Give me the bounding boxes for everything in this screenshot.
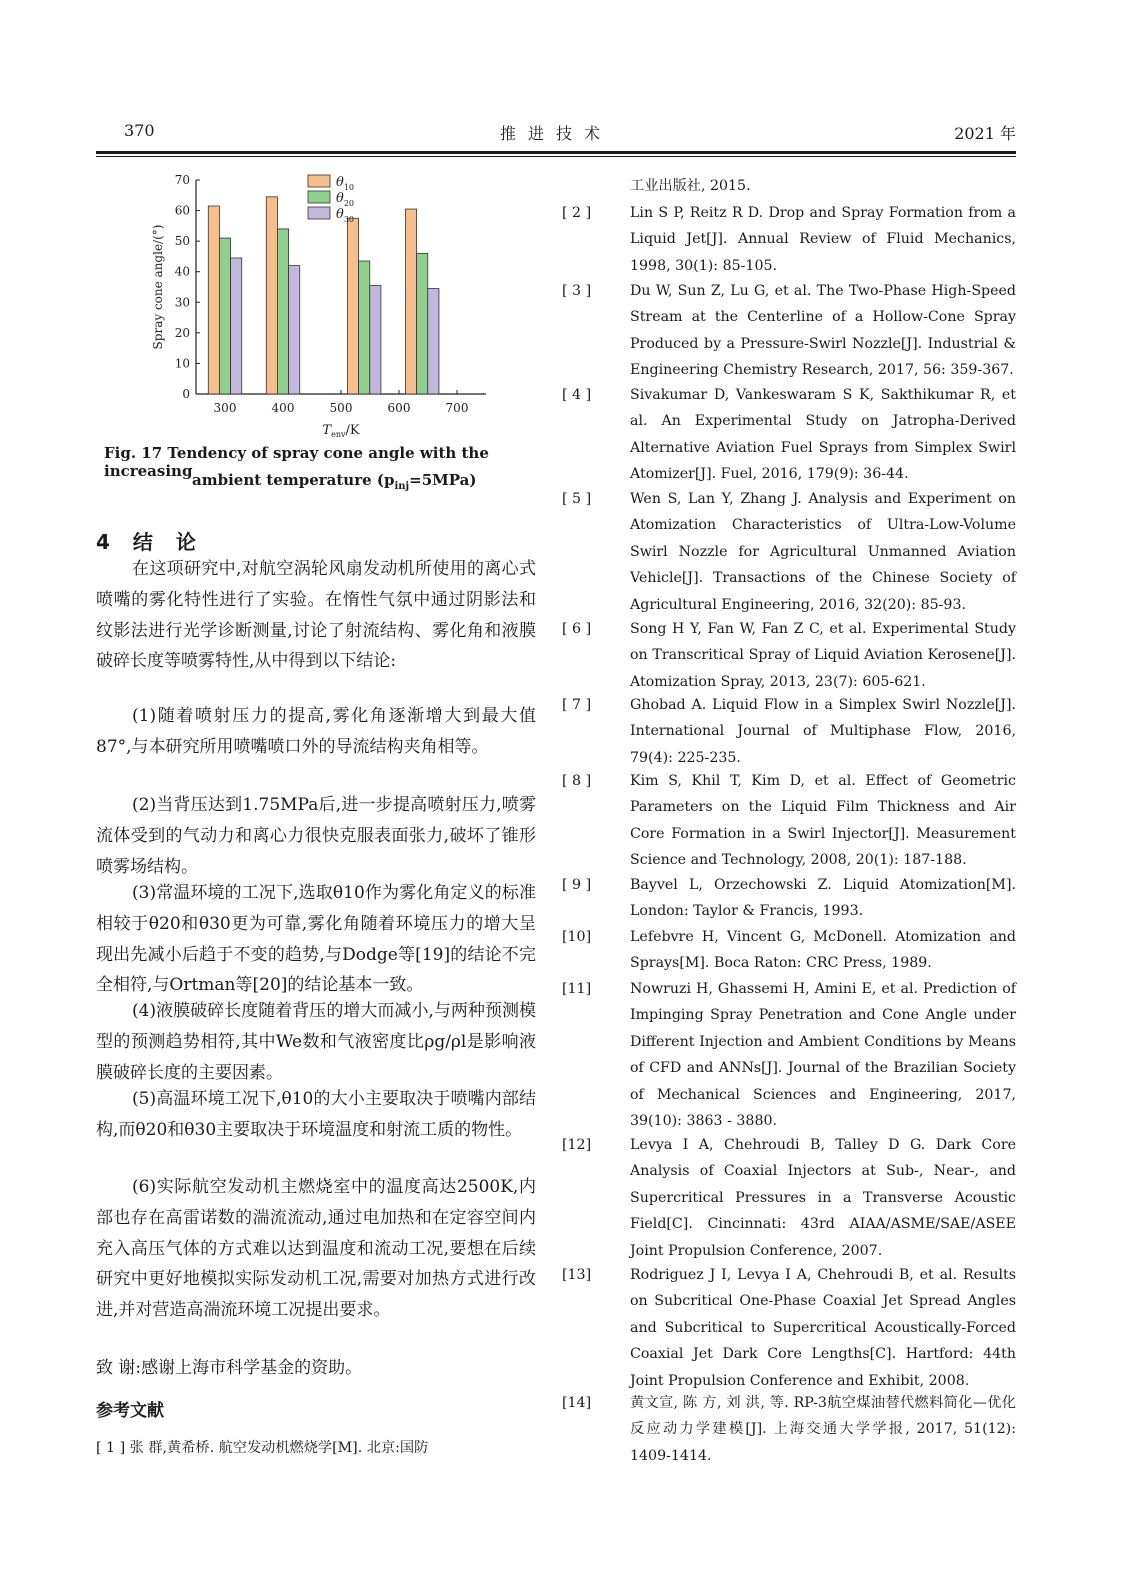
y-tick-label: 40 <box>174 264 190 279</box>
bar <box>359 261 370 394</box>
reference-text: Du W, Sun Z, Lu G, et al. The Two-Phase High-Speed Stream at the Centerline of a Hollow-Cone Spray Produced by a Pressure-Swirl Nozzle[J]. Industrial & Engineering Chemistry Research, 2017, 56: 359-367. <box>630 283 1016 379</box>
reference-number: [11] <box>562 981 592 997</box>
reference-item <box>562 200 1016 279</box>
conclusion-intro: 在这项研究中,对航空涡轮风扇发动机所使用的离心式喷嘴的雾化特性进行了实验。在惰性气氛中通过阴影法和纹影法进行光学诊断测量,讨论了射流结构、雾化角和液膜破碎长度等喷雾特性,从中得到以下结论: <box>96 559 536 672</box>
legend-swatch <box>308 191 330 203</box>
reference-number: [ 7 ] <box>562 697 592 713</box>
reference-item <box>562 1262 1016 1394</box>
reference-item <box>562 1132 1016 1264</box>
y-tick-label: 50 <box>174 234 190 249</box>
legend-swatch <box>308 207 330 219</box>
reference-item <box>562 486 1016 618</box>
reference-number: [13] <box>562 1267 592 1283</box>
reference-number: [ 3 ] <box>562 283 592 299</box>
bar <box>289 266 300 394</box>
bar <box>219 238 230 394</box>
reference-item <box>562 692 1016 771</box>
year: 2021 年 <box>954 124 1016 143</box>
conclusion-6: (6)实际航空发动机主燃烧室中的温度高达2500K,内部也存在高雷诺数的湍流流动,通过电加热和在定容空间内充入高压气体的方式难以达到温度和流动工况,要想在后续研究中更好地模拟实际发动机工况,需要对加热方式进行改进,并对营造高湍流环境工况提出要求。 <box>96 1177 536 1321</box>
y-axis-label: Spray cone angle/(°) <box>151 224 165 350</box>
y-tick-label: 10 <box>174 356 190 371</box>
y-tick-label: 30 <box>174 295 190 310</box>
conclusion-1: (1)随着喷射压力的提高,雾化角逐渐增大到最大值87°,与本研究所用喷嘴喷口外的导流结构夹角相等。 <box>96 706 536 757</box>
reference-number: [10] <box>562 929 592 945</box>
x-tick-label: 700 <box>445 401 469 415</box>
bar <box>405 209 416 394</box>
reference-item <box>562 382 1016 488</box>
reference-number: [ 2 ] <box>562 205 592 221</box>
spray-cone-angle-chart <box>96 170 536 440</box>
reference-text: Sivakumar D, Vankeswaram S K, Sakthikumar R, et al. An Experimental Study on Jatropha-Derived Alternative Aviation Fuel Sprays from Simplex Swirl Atomizer[J]. Fuel, 2016, 179(9): 36-44. <box>630 387 1016 483</box>
y-tick-label: 60 <box>174 203 190 218</box>
x-tick-label: 400 <box>271 401 295 415</box>
bar <box>347 218 358 394</box>
reference-number: [12] <box>562 1137 592 1153</box>
legend-swatch <box>308 175 330 187</box>
header-rule <box>96 151 1016 154</box>
conclusion-2: (2)当背压达到1.75MPa后,进一步提高喷射压力,喷雾流体受到的气动力和离心力很快克服表面张力,破坏了锥形喷雾场结构。 <box>96 795 536 877</box>
y-tick-label: 0 <box>182 387 190 401</box>
conclusion-5: (5)高温环境工况下,θ10的大小主要取决于喷嘴内部结构,而θ20和θ30主要取决于环境温度和射流工质的物性。 <box>96 1089 536 1140</box>
reference-item <box>562 872 1016 925</box>
bar <box>208 206 219 394</box>
section-title: 4 结 论 <box>96 530 204 554</box>
reference-number: [ 5 ] <box>562 491 592 507</box>
reference-text: Nowruzi H, Ghassemi H, Amini E, et al. Prediction of Impinging Spray Penetration and Cone Angle under Different Injection and Ambient Conditions by Means of CFD and ANNs[J]. Journal of the Brazilian Society of Mechanical Sciences and Engineering, 2017, 39(10): 3863 - 3880. <box>630 981 1016 1130</box>
x-tick-label: 500 <box>329 401 353 415</box>
reference-text: Kim S, Khil T, Kim D, et al. Effect of Geometric Parameters on the Liquid Film Thickness and Air Core Formation in a Swirl Injector[J]. Measurement Science and Technology, 2008, 20(1): 187-188. <box>630 773 1016 869</box>
reference-number: [ 4 ] <box>562 387 592 403</box>
reference-text: Levya I A, Chehroudi B, Talley D G. Dark Core Analysis of Coaxial Injectors at Sub-, Near-, and Supercritical Pressures in a Transverse Acoustic Field[C]. Cincinnati: 43rd AIAA/ASME/SAE/ASEE Joint Propulsion Conference, 2007. <box>630 1137 1016 1259</box>
journal-title: 推进技术 <box>499 124 612 143</box>
bar <box>277 229 288 394</box>
legend-label: $\theta_{10}$ <box>336 175 355 192</box>
running-header <box>96 121 1016 145</box>
legend-label: $\theta_{20}$ <box>336 191 355 208</box>
reference-1: [ 1 ] 张 群,黄希桥. 航空发动机燃烧学[M]. 北京:国防 <box>96 1440 429 1456</box>
y-tick-label: 20 <box>174 325 190 340</box>
figure-caption-line2: ambient temperature $(p_{inj}=5MPa)$ <box>192 471 477 492</box>
reference-number: [ 9 ] <box>562 877 592 893</box>
acknowledgement: 致 谢:感谢上海市科学基金的资助。 <box>96 1358 363 1378</box>
reference-item <box>562 616 1016 695</box>
x-tick-label: 600 <box>387 401 411 415</box>
reference-text: Bayvel L, Orzechowski Z. Liquid Atomization[M]. London: Taylor & Francis, 1993. <box>630 877 1016 920</box>
bar <box>266 197 277 394</box>
reference-item <box>562 1390 1016 1469</box>
page-number: 370 <box>124 121 155 140</box>
bar <box>417 253 428 394</box>
reference-text: Wen S, Lan Y, Zhang J. Analysis and Experiment on Atomization Characteristics of Ultra-Low-Volume Swirl Nozzle for Agricultural Unmanned Aviation Vehicle[J]. Transactions of the Chinese Society of Agricultural Engineering, 2016, 32(20): 85-93. <box>630 491 1016 613</box>
conclusion-4: (4)液膜破碎长度随着背压的增大而减小,与两种预测模型的预测趋势相符,其中We数和气液密度比ρg/ρl是影响液膜破碎长度的主要因素。 <box>96 1001 536 1083</box>
bar <box>370 285 381 394</box>
conclusion-3: (3)常温环境的工况下,选取θ10作为雾化角定义的标准相较于θ20和θ30更为可靠,雾化角随着环境压力的增大呈现出先减小后趋于不变的趋势,与Dodge等[19]的结论不完全相符,与Ortman等[20]的结论基本一致。 <box>96 883 536 996</box>
bar <box>231 258 242 394</box>
reference-text: Song H Y, Fan W, Fan Z C, et al. Experimental Study on Transcritical Spray of Liquid Aviation Kerosene[J]. Atomization Spray, 2013, 23(7): 605-621. <box>630 621 1016 690</box>
references-title: 参考文献 <box>96 1401 164 1421</box>
x-tick-label: 300 <box>213 401 237 415</box>
header-rule-thin <box>96 156 1016 157</box>
reference-item <box>562 976 1016 1134</box>
reference-text: 黄文宣, 陈 方, 刘 洪, 等. RP-3航空煤油替代燃料简化—优化反应动力学建模[J]. 上海交通大学学报, 2017, 51(12): 1409-1414. <box>630 1395 1016 1464</box>
y-tick-label: 70 <box>174 173 190 187</box>
reference-number: [14] <box>562 1395 592 1411</box>
reference-text: Lin S P, Reitz R D. Drop and Spray Formation from a Liquid Jet[J]. Annual Review of Fluid Mechanics, 1998, 30(1): 85-105. <box>630 205 1016 274</box>
reference-1-continued: 工业出版社, 2015. <box>630 178 751 194</box>
reference-number: [ 8 ] <box>562 773 592 789</box>
reference-text: Rodriguez J I, Levya I A, Chehroudi B, et al. Results on Subcritical One-Phase Coaxial Jet Spread Angles and Subcritical to Supercritical Acoustically-Forced Coaxial Jet Dark Core Lengths[C]. Hartford: 44th Joint Propulsion Conference and Exhibit, 2008. <box>630 1267 1016 1389</box>
reference-item <box>562 278 1016 384</box>
legend-label: $\theta_{30}$ <box>336 207 355 224</box>
figure-caption-line1: Fig. 17 Tendency of spray cone angle with the increasing <box>104 444 489 480</box>
bar <box>428 289 439 394</box>
reference-number: [ 6 ] <box>562 621 592 637</box>
reference-text: Lefebvre H, Vincent G, McDonell. Atomization and Sprays[M]. Boca Raton: CRC Press, 1989. <box>630 929 1016 972</box>
reference-item <box>562 768 1016 874</box>
x-axis-label: $T_{env}/K$ <box>322 423 360 439</box>
reference-item <box>562 924 1016 977</box>
reference-text: Ghobad A. Liquid Flow in a Simplex Swirl Nozzle[J]. International Journal of Multiphase Flow, 2016, 79(4): 225-235. <box>630 697 1016 766</box>
